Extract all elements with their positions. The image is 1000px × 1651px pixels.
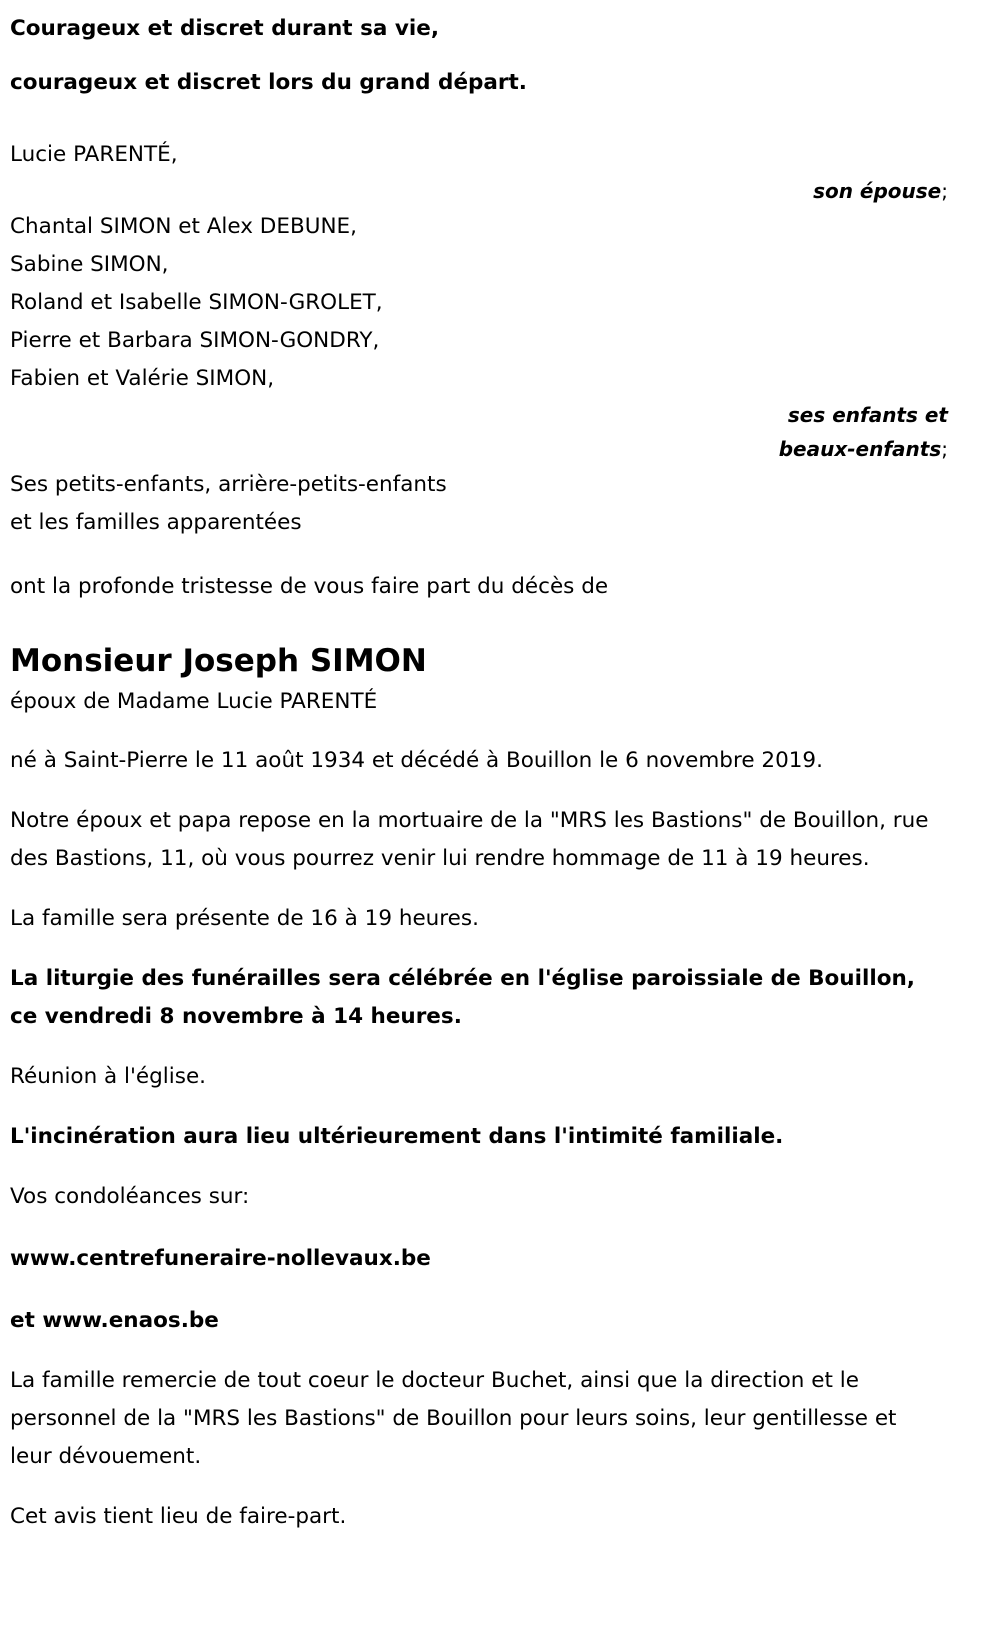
spacer — [10, 102, 948, 136]
birth-death-info: né à Saint-Pierre le 11 août 1934 et décédé à Bouillon le 6 novembre 2019. — [10, 748, 823, 773]
thanks-message: La famille remercie de tout coeur le docteur Buchet, ainsi que la direction et le personnel de la "MRS les Bastions" de Bouillon pour leurs soins, leur gentillesse et leur dévouement. — [10, 1368, 897, 1469]
deceased-subtitle: époux de Madame Lucie PARENTÉ — [10, 689, 378, 714]
children-line-2: Sabine SIMON, — [10, 252, 169, 277]
condolences-url-secondary[interactable]: et www.enaos.be — [10, 1308, 219, 1333]
children-line-1: Chantal SIMON et Alex DEBUNE, — [10, 214, 357, 239]
cremation-info: L'incinération aura lieu ultérieurement dans l'intimité familiale. — [10, 1124, 784, 1149]
grandchildren-line-2: et les familles apparentées — [10, 510, 302, 535]
mortuary-info: Notre époux et papa repose en la mortuaire de la "MRS les Bastions" de Bouillon, rue des Bastions, 11, où vous pourrez venir lui rendre hommage de 11 à 19 heures. — [10, 808, 929, 871]
meeting-info: Réunion à l'église. — [10, 1064, 207, 1089]
spacer — [10, 542, 948, 568]
closing-note: Cet avis tient lieu de faire-part. — [10, 1504, 347, 1529]
spacer — [10, 606, 948, 632]
condolences-intro: Vos condoléances sur: — [10, 1184, 250, 1209]
deceased-name: Monsieur Joseph SIMON — [10, 643, 427, 679]
announcement-text: ont la profonde tristesse de vous faire part du décès de — [10, 574, 609, 599]
spacer — [10, 48, 948, 64]
children-relation-line-2 — [10, 432, 948, 466]
children-line-4: Pierre et Barbara SIMON-GONDRY, — [10, 328, 380, 353]
children-line-3: Roland et Isabelle SIMON-GROLET, — [10, 290, 383, 315]
children-relation-label: beaux-enfants — [778, 437, 942, 461]
spouse-relation-label: son épouse — [813, 179, 942, 203]
children-relation-separator: ; — [941, 437, 948, 461]
children-line-5: Fabien et Valérie SIMON, — [10, 366, 275, 391]
spouse-relation-separator: ; — [941, 179, 948, 203]
epigraph-line-1: Courageux et discret durant sa vie, — [10, 16, 439, 41]
liturgy-info: La liturgie des funérailles sera célébrée en l'église paroissiale de Bouillon, ce vendredi 8 novembre à 14 heures. — [10, 966, 915, 1029]
spouse-relation — [10, 174, 948, 208]
epigraph-line-2: courageux et discret lors du grand départ. — [10, 70, 527, 95]
children-relation-line-1: ses enfants et — [787, 403, 948, 427]
grandchildren-line-1: Ses petits-enfants, arrière-petits-enfants — [10, 472, 447, 497]
spouse-name: Lucie PARENTÉ, — [10, 142, 178, 167]
family-presence-info: La famille sera présente de 16 à 19 heures. — [10, 906, 479, 931]
condolences-url-primary[interactable]: www.centrefuneraire-nollevaux.be — [10, 1246, 431, 1271]
